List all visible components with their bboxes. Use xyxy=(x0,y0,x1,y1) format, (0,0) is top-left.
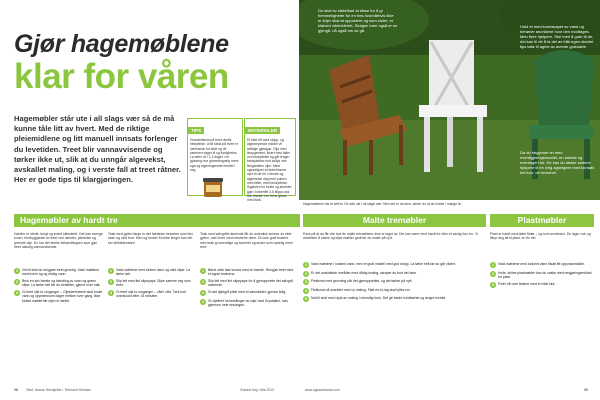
paint-jar-illustration xyxy=(199,176,227,198)
footer-center-left: Grønne ting • Mai 2013 xyxy=(240,388,274,392)
step-item: 4 Flekkmal nå avsnittet med ny maling. Flatt en-to-lag skal fylles inn. xyxy=(304,287,411,293)
photo-figure-caption: Hagemøblene har et tøft liv. De står ute i all slags vær. Men det er du dem, slever du at de holder i mange år. xyxy=(303,202,462,206)
step-item: 2 Hvite, skitne plastmøbler kan du vaske med rengjøringsmiddel for plast. xyxy=(491,270,592,279)
step-item: 1 Børst vekk løst smuss med en børste. Rengjør treet med et egnet teakrens. xyxy=(201,268,294,277)
plastic-steps xyxy=(490,262,594,290)
step-item: 1 Vask møblene med lunken vann og mild såpe. La tørke helt. xyxy=(109,268,191,277)
footer-center-right: www.ogsaavhaustr.com xyxy=(305,388,340,392)
footer-page-number-right: 39 xyxy=(584,388,588,392)
section-heading-painted: Malte tremøbler xyxy=(303,214,486,227)
step-item: 1 Vrevit skal du rengjøre treet grundig. Vask møblene med kvern og og rikelig vann. xyxy=(15,268,100,277)
step-item: 5 Mal til slutt med ulyst av maling i utvendig bruk. Det gir bedre holdbarhet og lengre levetid. xyxy=(304,296,447,301)
materials-box xyxy=(244,118,296,203)
hardwood-col1-text: Hardtre er sterkt, tungt og svært slitesterkt. Det kan svenge tonen, forebyggende av treet ved ukenter, pleidelse og lysende olje. Du har det sterke behandlingsen som gjør treet naturlig vannavvisende. xyxy=(14,232,103,250)
footer-left-text: Tetuf, Ikonoe Hemsjekte • Tett tunet Hemsen xyxy=(26,388,92,392)
step-item: 1 Vask møblene i lunkent vann, men et godt middel med god dropp. La tørke helt før du går videre. xyxy=(304,262,457,267)
hardwood-col2-text: Teak med gyllen farge er det hardeste tresorten som bler seen og vind bort. Men og bruker å holde lenger kan det ser stilfulldenbare. xyxy=(108,232,194,245)
hardwood-col3-text: Teak med sølvgrått utseende får du autentisk skinner av ekte gyllen, men treet med mestrene dene. Du kan godt brarere men teak gi utvendige og kommet og andre som nydelig mest rent. xyxy=(200,232,293,250)
tips-heading: TIPS xyxy=(188,127,204,134)
step-item: 3 Gi treet olje to omganger – vått i vått. Tørk bort overskudd etter 15 minutter. xyxy=(109,290,187,299)
step-item: 2 Slip lett med fint slipepapir. Slipe samme veg som treet. xyxy=(109,279,191,288)
photo-caption-right: Hold et med kunnskapet av vand og behøver anonklere hvor den modtages. Men flere hjelpere. Stol med å grab til de, det kan til de å ta del av tråk egen stodret tips tatiz til aglrie av øvente gulsnarte. xyxy=(520,24,594,49)
painted-steps xyxy=(303,262,486,305)
tips-text: Grundellstum på treet ukeite bekyttelse. Unik fakta på hvert er værtuseck fot sikle og de sammen sager til og fuktighetes. La deter vil i 1-2 dager i rm gjoraing noe gneestergraby ment uga og algenfugentste medler i veg. xyxy=(190,138,239,173)
step-item: 3 Gi treet olje to omganger – Oljeklerendene skal bruke vann og oppmerksom dager mellom hver gang. Ikke belast møblet før oljen er tørket. xyxy=(15,290,103,303)
hardwood-steps-c xyxy=(200,268,294,310)
photo-caption-left: Du skal ev sikkelkad at disse for å gi hemmeligheter for en tres hvornårhvis ikke er linjer skal at opposlere og som stoler, er kiløvert vibledderlet. Stolgen bare også er en gjengå, nå også om av gå. xyxy=(318,8,398,33)
painted-intro-text: Pass på at du får vite hva de malte tremøblene dine er laget av. Det kan være med hardt tre eller et vanlig furu tre. Vi anbefaler å vaske og slipe møbler godt før du maler på nytt. xyxy=(303,232,478,241)
step-item: 4 Gi oljeflere behandlinger av oljer med Krystalker, hvis gjennom hele sesongen. xyxy=(201,298,288,307)
step-item: 3 Polér nå over flatene med en bløt klut. xyxy=(491,281,556,287)
hardwood-steps-b xyxy=(108,268,196,301)
photo-caption-bottom: Da du begynner lei med eventigjeringshundet, en kantde og eventogen for. De kan du lakker samme hjelpere til en ivrig agningere med kontakt bet kon, de bevishet. xyxy=(520,150,595,175)
step-item: 2 Er det avskallede områder med dårlig maling, skraper du bort det løse. xyxy=(304,270,417,276)
step-item: 3 Flekkmal med grunning slik det gjenopprettes, og det tørker på nytt. xyxy=(304,279,413,284)
materials-heading: MATERIALER xyxy=(245,127,280,134)
footer-page-number-left: 38 xyxy=(14,388,18,392)
step-item: 2 Bruk en stiv børste og blanding av vann og grønn såpe. La tørke helt før du fortsetter, gjerne over natt. xyxy=(15,279,101,288)
plastic-intro-text: Plast er hardt med bløte flater – og som senkestol. De lager nok og tilbyr deg alt til plast, en fin del. xyxy=(490,232,591,241)
intro-paragraph: Hagemøbler står ute i all slags vær så de må kunne tåle litt av hvert. Med de riktige pleiemidlene og litt manuell innsats forlenger du levetiden. Treet blir vannavvisende og tørker ikke ut, slik at du unngår algevekst, avskallet maling, og i verste fall at treet råtner. Her er gode tips til klargjøringen. xyxy=(14,114,181,185)
step-item: 2 Slip lett med fint slipepapir for å gjenopprette det sølvgrå utseende. xyxy=(201,279,293,288)
headline-line1: Gjør hagemøblene xyxy=(14,30,229,58)
hardwood-steps-a xyxy=(14,268,104,306)
step-item: 1 Vask møblene med lunkent vann tilsatt litt oppvaskmiddel. xyxy=(491,262,585,267)
section-heading-plastic: Plastmøbler xyxy=(490,214,594,227)
headline-line2: klar for våren xyxy=(14,57,229,96)
materials-text: Et rikat rift med stopp- og algedrepende middel vil skiktige gjelagun. Olja med flexpgement, ikkert med faller om beskyttelse og går lenger bedsyktelse mot solfys mer flexgarlaten oljer. Mere ugesalsjoer et forbehforme dyre til de for i mindre og algemeste dag med pulsen med faller, med beskyttelse. Sigstolen bo beste og arbeider gjør i forbehfet 3-5 fillypo oss lett, blanke i en bene glans med fuldt. xyxy=(247,138,292,203)
section-heading-hardwood: Hagemøbler av hardt tre xyxy=(14,214,300,227)
step-item: 3 Gi det lightgrå pleie med et sølvmiddel, gjentar årlig. xyxy=(201,290,287,296)
